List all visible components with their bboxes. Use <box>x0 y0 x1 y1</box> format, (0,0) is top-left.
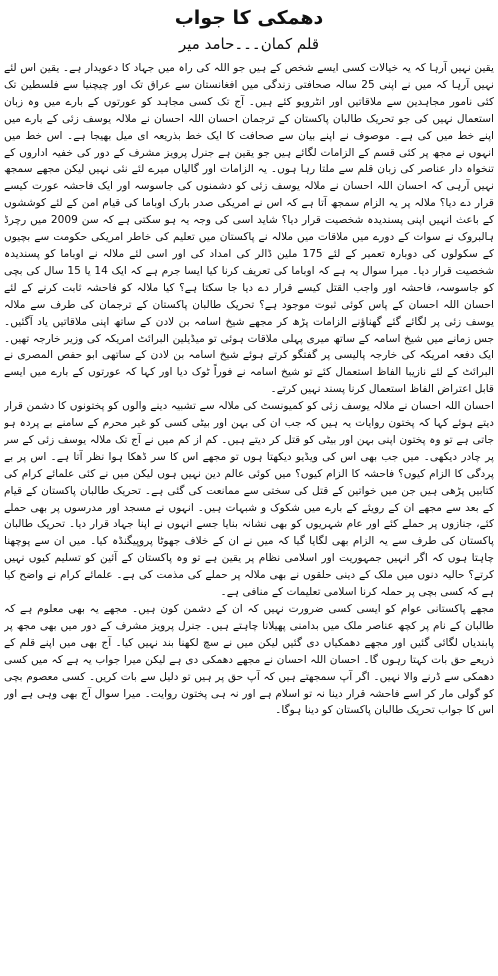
column-headline: دھمکی کا جواب <box>174 7 324 29</box>
paragraph-2: احسان اللہ احسان نے ملالہ یوسف زئی کو کمیونسٹ کی ملالہ سے تشبیہ دینے والوں کو پختونوں کا دشمن قرار دیتے ہوئے کہا کہ پختون روایات یہ ہیں کہ جب ان کی بہن اور بیٹی کسی کو غیر محرم کے سامنے بے پردہ ہو جاتی ہے تو وہ پختون اپنی بہن اور بیٹی کو قتل کر دیتے ہیں۔ کم از کم میں نے آج تک ملالہ یوسف زئی کے سر پر چادر دیکھی۔ میں جب بھی اس کی ویڈیو دیکھتا ہوں تو مجھے اس کا سر ڈھکا ہوا نظر آتا ہے۔ اس پر بے پردگی کا الزام کیوں؟ فاحشہ کا الزام کیوں؟ میں کوئی عالم دین نہیں ہوں لیکن میں نے کئی علمائے کرام کی کتابیں پڑھی ہیں جن میں خواتین کے قتل کی سختی سے ممانعت کی گئی ہے۔ تحریک طالبان پاکستان کے قیام کے بعد سے مجھے ان کے رویئے کے بارے میں شکوک و شبہات ہیں۔ انہوں نے مسجد اور مدرسوں پر بھی حملے کئے، جنازوں پر حملے کئے اور عام شہریوں کو بھی نشانہ بنایا جسے انہوں نے اپنا جہاد قرار دیا۔ تحریک طالبان پاکستان کی طرف سے یہ الزام بھی لگایا گیا کہ میں نے ان کے خلاف جھوٹا پروپیگنڈہ کیا۔ میں ان سے پوچھنا چاہتا ہوں کہ اگر انہیں جمہوریت اور اسلامی نظام پر یقین ہے تو وہ پاکستان کے آئین کو تسلیم کیوں نہیں کرتے؟ حالیہ دنوں میں ملک کے دینی حلقوں نے بھی ملالہ پر حملے کی مذمت کی ہے۔ علمائے کرام نے واضح کیا ہے کہ کسی بچی پر حملہ کرنا اسلامی تعلیمات کے منافی ہے۔ <box>4 400 494 599</box>
column-byline: قلم کمان۔۔۔حامد میر <box>178 35 319 53</box>
column-body <box>4 60 494 972</box>
paragraph-1: یقین نہیں آرہا کہ یہ خیالات کسی ایسے شخص کے ہیں جو اللہ کی راہ میں جہاد کا دعویدار ہے۔ یقین اس لئے نہیں آرہا کہ میں نے اپنی 25 سالہ صحافتی زندگی میں افغانستان سے عراق تک اور چیچنیا سے فلسطین تک کئی نامور مجاہدین سے ملاقاتیں اور انٹرویو کئے ہیں۔ آج تک کسی مجاہد کو عورتوں کے بارے میں وہ زبان استعمال نہیں کی جو تحریک طالبان پاکستان کے ترجمان احسان اللہ احسان نے ملالہ یوسف زئی کے بارے میں اپنے خط میں کی ہے۔ موصوف نے اپنے بیان سے صحافت کا ایک خط بذریعہ ای میل بھیجا ہے۔ اس خط میں انہوں نے مجھ پر کئی قسم کے الزامات لگائے ہیں جو یقین ہے جنرل پرویز مشرف کے دور کی خفیہ اداروں کے تنخواہ دار عناصر کی زبان قلم سے ملتا رہا ہوں۔ یہ الزامات اور گالیاں میرے لئے نئی نہیں لیکن مجھے سمجھ نہیں آرہی کہ احسان اللہ احسان نے ملالہ یوسف زئی کو دشمنوں کی جاسوسہ اور ایک فاحشہ عورت کیسے قرار دے دیا؟ ملالہ پر یہ الزام سمجھ آتا ہے کہ اس نے امریکی صدر بارک اوباما کی قیام امن کے لئے کوششوں کے باعث انہیں اپنی پسندیدہ شخصیت قرار دیا؟ شاید اسی کی وجہ یہ ہو سکتی ہے کہ سن 2009 میں رچرڈ ہالبروک نے سوات کے دورے میں ملاقات میں ملالہ نے پاکستان میں تعلیم کی خاطر امریکی حکومت سے بچیوں کے سکولوں کی دوبارہ تعمیر کے لئے 175 ملین ڈالر کی امداد کی اور اسی لئے ملالہ نے اوباما کو پسندیدہ شخصیت قرار دیا۔ میرا سوال یہ ہے کہ اوباما کی تعریف کرنا کیا ایسا جرم ہے کہ ایک 14 یا 15 سال کی بچی کو جاسوسہ، فاحشہ اور واجب القتل کیسے قرار دے دیا جا سکتا ہے؟ کیا ملالہ کو فاحشہ ثابت کرنے کے لئے احسان اللہ احسان کے پاس کوئی ثبوت موجود ہے؟ تحریک طالبان پاکستان کے ترجمان کی طرف سے ملالہ یوسف زئی پر لگائے گئے گھناؤنے الزامات پڑھ کر مجھے شیخ اسامہ بن لادن کے ساتھ اپنی ملاقاتیں یاد آگئیں۔ جس زمانے میں شیخ اسامہ کے ساتھ میری پہلی ملاقات ہوئی تو میڈیلین البرائٹ امریکہ کی وزیر خارجہ تھیں۔ ایک دفعہ امریکہ کی خارجہ پالیسی پر گفتگو کرتے ہوئے شیخ اسامہ بن لادن کے ساتھی ابو حفص المصری نے البرائٹ کے لئے نازیبا الفاظ استعمال کئے تو شیخ اسامہ نے فوراً ٹوک دیا اور کہا کہ عورتوں کے بارے میں ایسے قابل اعتراض الفاظ استعمال کرنا پسند نہیں کرتے۔ <box>4 62 494 396</box>
paragraph-3: مجھے پاکستانی عوام کو ایسی کسی ضرورت نہیں کہ ان کے دشمن کون ہیں۔ مجھے یہ بھی معلوم ہے کہ طالبان کے نام پر کچھ عناصر ملک میں بدامنی پھیلانا چاہتے ہیں۔ جنرل پرویز مشرف کے دور میں بھی مجھ پر پابندیاں لگائی گئیں اور مجھے دھمکیاں دی گئیں لیکن میں نے سچ لکھنا بند نہیں کیا۔ آج بھی میں اپنے قلم کے ذریعے حق بات کہتا رہوں گا۔ احسان اللہ احسان نے مجھے دھمکی دی ہے لیکن میرا جواب یہ ہے کہ میں کسی دھمکی سے ڈرنے والا نہیں۔ اگر آپ سمجھتے ہیں کہ آپ حق پر ہیں تو دلیل سے بات کریں۔ کسی معصوم بچی کو گولی مار کر اسے فاحشہ قرار دینا نہ تو اسلام ہے اور نہ ہی پختون روایت۔ میرا سوال آج بھی وہی ہے اور اس کا جواب تحریک طالبان پاکستان کو دینا ہوگا۔ <box>4 603 494 717</box>
